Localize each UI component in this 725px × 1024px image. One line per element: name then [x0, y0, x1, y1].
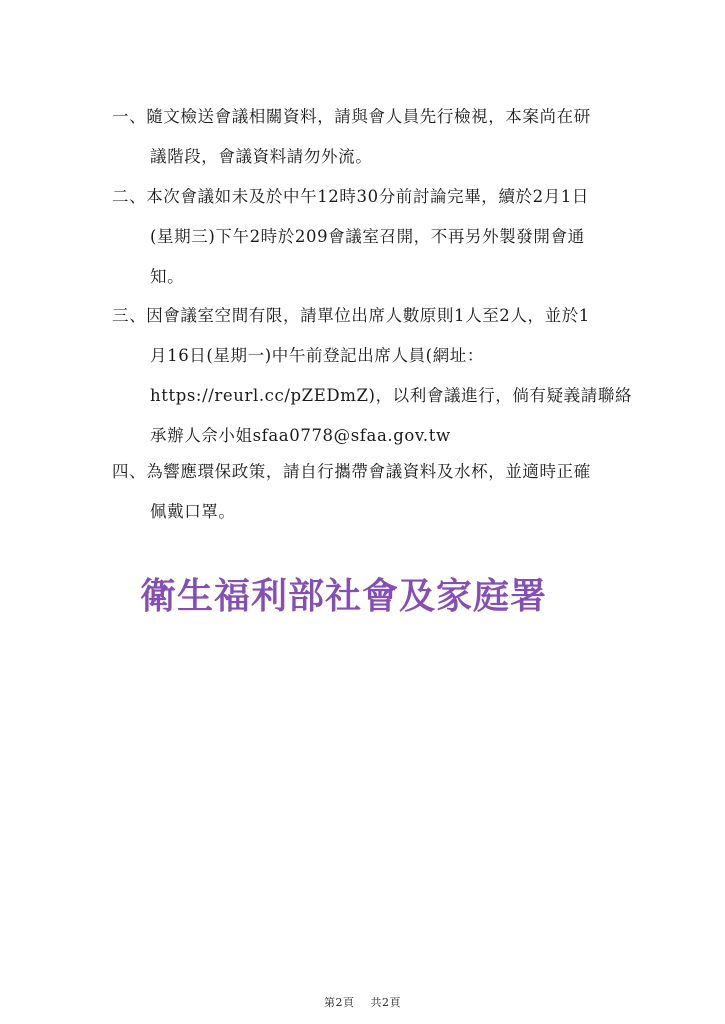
page-total: 共2頁	[370, 996, 401, 1009]
item-2-line-3: 知。	[150, 267, 185, 286]
item-3-line-3: https://reurl.cc/pZEDmZ)，以利會議進行，倘有疑義請聯絡	[150, 386, 633, 405]
item-4-line-2: 佩戴口罩。	[150, 502, 236, 521]
list-item-4	[112, 452, 672, 532]
item-3-line-4: 承辦人佘小姐sfaa0778@sfaa.gov.tw	[150, 426, 451, 445]
item-1-line-1: 一、隨文檢送會議相關資料，請與會人員先行檢視，本案尚在研	[112, 107, 591, 126]
item-2-line-1: 二、本次會議如未及於中午12時30分前討論完畢，續於2月1日	[112, 187, 589, 206]
list-item-3	[112, 296, 672, 456]
page-number: 第2頁	[324, 996, 355, 1009]
item-1-line-2: 議階段，會議資料請勿外流。	[150, 147, 373, 166]
item-4-line-1: 四、為響應環保政策，請自行攜帶會議資料及水杯，並適時正確	[112, 462, 591, 481]
list-item-1	[112, 97, 672, 177]
list-item-2	[112, 177, 672, 297]
item-3-line-1: 三、因會議室空間有限，請單位出席人數原則1人至2人，並於1	[112, 306, 590, 325]
page-footer	[0, 994, 725, 1010]
item-2-line-2: (星期三)下午2時於209會議室召開，不再另外製發開會通	[150, 227, 585, 246]
item-3-line-2: 月16日(星期一)中午前登記出席人員(網址：	[150, 346, 485, 365]
agency-seal-stamp: 衛生福利部社會及家庭署	[140, 575, 548, 617]
